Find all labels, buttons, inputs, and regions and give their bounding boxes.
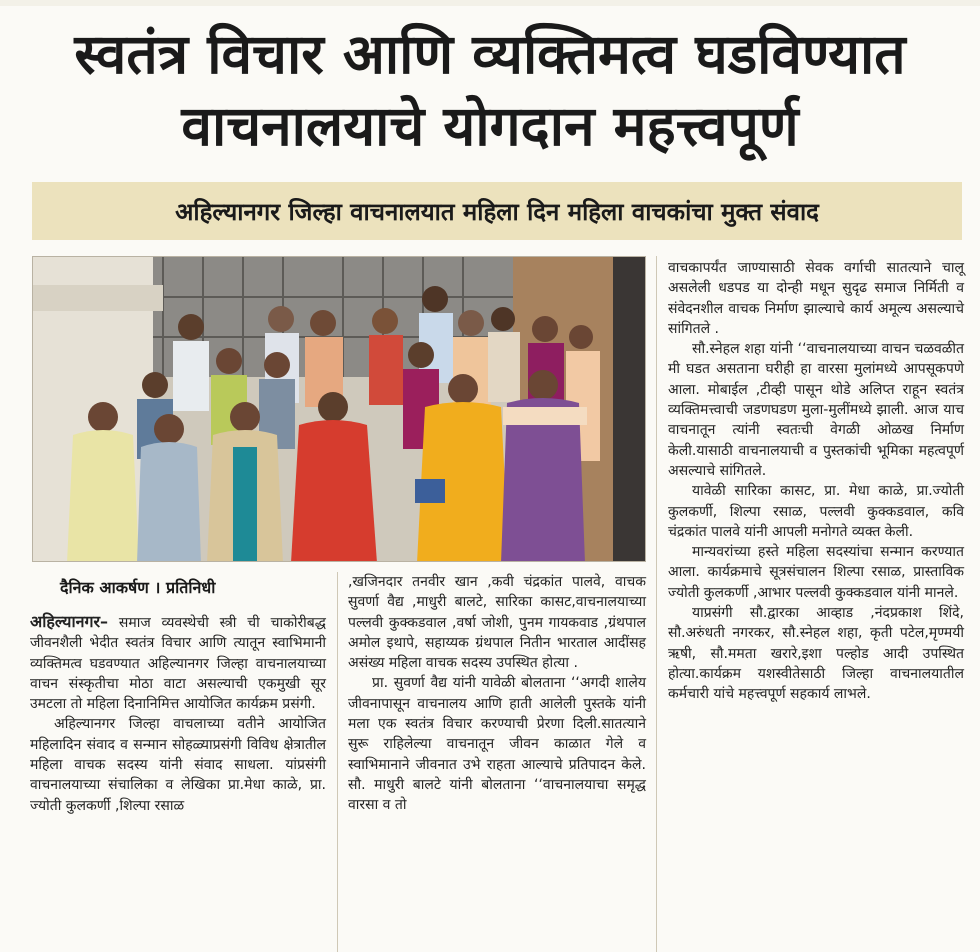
article-paragraph [30,612,326,714]
paragraph-text: समाज व्यवस्थेची स्त्री ची चाकोरीबद्ध जीवनशैली भेदीत स्वतंत्र विचार आणि त्यातून स्वाभिमानी व्यक्तिमत्व घडवण्यात अहिल्यानगर जिल्हा वाचनालयाच्या वाचन संस्कृतीचा मोठा वाटा असल्याची एकमुखी सूर उमटला तो महिला दिनानिमित्त आयोजित कार्यक्रम प्रसंगी. [30,615,326,713]
article-column-right [668,258,964,705]
byline: दैनिक आकर्षण । प्रतिनिधी [60,578,216,597]
column-rule-left [337,572,338,952]
headline-line-1: स्वतंत्र विचार आणि व्यक्तिमत्व घडविण्यात [74,22,906,86]
subheadline-text: अहिल्यानगर जिल्हा वाचनालयात महिला दिन महिला वाचकांचा मुक्त संवाद [175,197,819,226]
article-paragraph: वाचकापर्यंत जाण्यासाठी सेवक वर्गाची सातत्याने चालू असलेली धडपड या दोन्ही मधून सुदृढ समाज निर्मिती व संवेदनशील वाचक निर्माण झाल्याचे कार्य अमूल्य असल्याचे सांगितले . [668,260,964,337]
column-rule-right [656,256,657,952]
article-paragraph: अहिल्यानगर जिल्हा वाचलाच्या वतीने आयोजित महिलादिन संवाद व सन्मान सोहळ्याप्रसंगी विविध क्षेत्रातील महिला वाचक सदस्य यांनी संवाद साधला. यांप्रसंगी वाचनालयाच्या संचालिका व लेखिका प्रा.मेधा काळे, प्रा. ज्योती कुलकर्णी ,शिल्पा रसाळ [30,716,326,814]
article-paragraph: ,खजिनदार तनवीर खान ,कवी चंद्रकांत पालवे, वाचक सुवर्णा वैद्य ,माधुरी बालटे, सारिका कासट,वाचनालयाच्या पल्लवी कुक्कडवाल ,वर्षा जोशी, पुनम गायकवाड ,ग्रंथपाल अमोल इथापे, सहाय्यक ग्रंथपाल नितीन भारताल आदींसह असंख्य महिला वाचक सदस्य उपस्थित होत्या . [348,574,646,672]
article-column-left [30,612,326,816]
article-paragraph: सौ.स्नेहल शहा यांनी ‘‘वाचनालयाच्या वाचन चळवळीत मी घडत असताना घरीही हा वारसा मुलांमध्ये आपसूकपणे आला. मोबाईल ,टीव्ही पासून थोडे अलिप्त राहून स्वतंत्र व्यक्तिमत्त्वाची जडणघडण मुला-मुलींमध्ये झाली. आज याच वाचनातून त्यांनी स्वतःची वेगळी ओळख निर्माण केली.यासाठी वाचनालयाची व पुस्तकांची भूमिका महत्वपूर्ण असल्याचे सांगितले. [668,341,964,479]
article-paragraph: याप्रसंगी सौ.द्वारका आव्हाड ,नंदप्रकाश शिंदे, सौ.अरुंधती नगरकर, सौ.स्नेहल शहा, कृती पटेल,मृण्मयी ऋषी, सौ.ममता खरारे,इशा पल्होड आदी उपस्थित होत्या.कार्यक्रम यशस्वीतेसाठी जिल्हा वाचनालयातील कर्मचारी यांचे महत्त्वपूर्ण सहकार्य लाभले. [668,605,964,703]
headline-line-2: वाचनालयाचे योगदान महत्त्वपूर्ण [181,94,799,158]
group-photo-illustration [33,257,646,562]
article-paragraph: प्रा. सुवर्णा वैद्य यांनी यावेळी बोलताना ‘‘अगदी शालेय जीवनापासून वाचनालय आणि हाती आलेली पुस्तके यांनी मला एक स्वतंत्र विचार करण्याची प्रेरणा दिली.सातत्याने सुरू राहिलेल्या वाचनातून जीवन काळात गेले व स्वाभिमानाने जीवनात उभे राहता आल्याचे प्रतिपादन केले. सौ. माधुरी बालटे यांनी बोलताना ‘‘वाचनालयाचा समृद्ध वारसा व तो [348,675,646,814]
article-paragraph: मान्यवरांच्या हस्ते महिला सदस्यांचा सन्मान करण्यात आला. कार्यक्रमाचे सूत्रसंचालन शिल्पा रसाळ, प्रास्ताविक ज्योती कुलकर्णी ,आभार पल्लवी कुक्कडवाल यांनी मानले. [668,544,964,601]
subheadline-banner [32,182,962,240]
page-top-strip [0,0,980,6]
dateline-place: अहिल्यानगर– [30,612,109,631]
article-column-middle [348,572,646,816]
news-photo [32,256,646,562]
article-paragraph: यावेळी सारिका कासट, प्रा. मेधा काळे, प्रा.ज्योती कुलकर्णी, शिल्पा रसाळ, पल्लवी कुक्कडवाल, कवि चंद्रकांत पालवे यांनी आपली मनोगते व्यक्त केली. [668,483,964,540]
